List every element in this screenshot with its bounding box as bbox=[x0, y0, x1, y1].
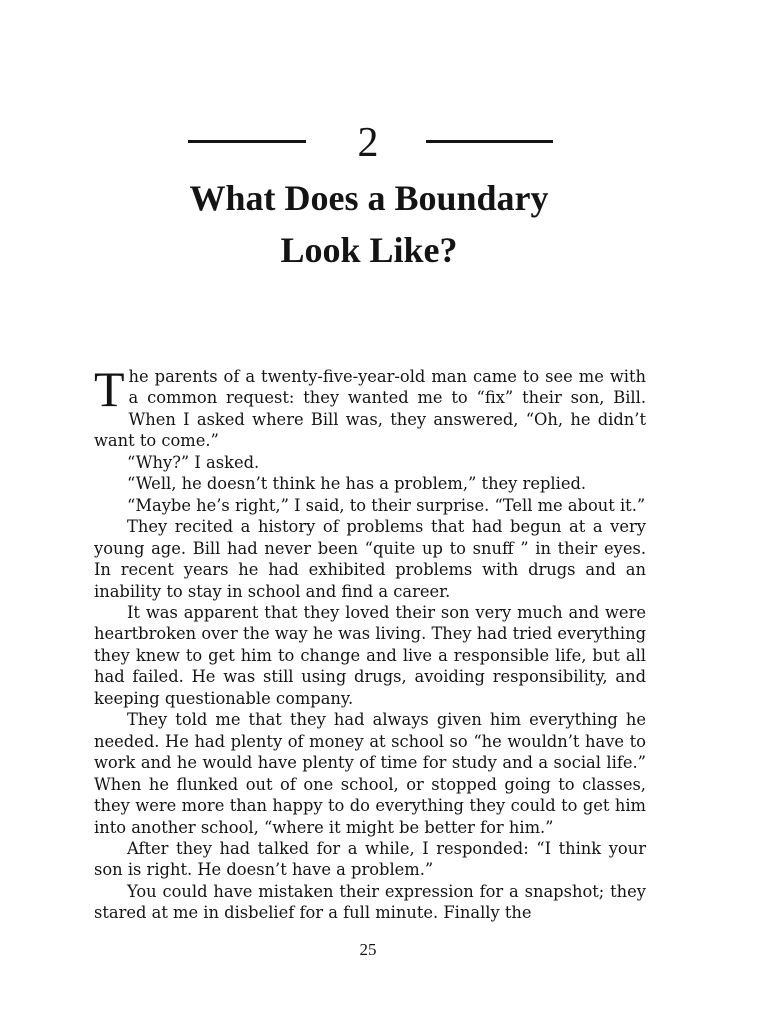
paragraph-1-text: he parents of a twenty-five-year-old man came to see me with a common request: they wanted me to “fix” their son, Bill. When I asked where Bill was, they answered, “Oh, he didn’t want to come.” bbox=[94, 367, 646, 451]
paragraph-1 bbox=[94, 361, 646, 452]
chapter-title-line-2: Look Like? bbox=[280, 230, 458, 270]
body-text bbox=[94, 361, 646, 924]
paragraph-8: After they had talked for a while, I responded: “I think your son is right. He doesn’t have a problem.” bbox=[94, 838, 646, 880]
page-number: 25 bbox=[359, 940, 377, 959]
paragraph-2: “Why?” I asked. bbox=[127, 452, 260, 472]
chapter-title bbox=[0, 172, 738, 276]
chapter-number: 2 bbox=[357, 120, 379, 166]
paragraph-4: “Maybe he’s right,” I said, to their surprise. “Tell me about it.” bbox=[127, 495, 646, 515]
paragraph-9: You could have mistaken their expression for a snapshot; they stared at me in disbelief for a full minute. Finally the bbox=[94, 881, 646, 923]
paragraph-7: They told me that they had always given him everything he needed. He had plenty of money at school so “he wouldn’t have to work and he would have plenty of time for study and a social life.” When he flunked out of one school, or stopped going to classes, they were more than happy to do everything they could to get him into another school, “where it might be better for him.” bbox=[94, 710, 646, 837]
paragraph-3: “Well, he doesn’t think he has a problem,” they replied. bbox=[127, 474, 587, 494]
paragraph-6: It was apparent that they loved their son very much and were heartbroken over the way he was living. They had tried everything they knew to get him to change and live a responsible life, but all had failed. He was still using drugs, avoiding responsibility, and keeping questionable company. bbox=[94, 602, 646, 708]
paragraph-5: They recited a history of problems that had begun at a very young age. Bill had never been “quite up to snuff ” in their eyes. In recent years he had exhibited problems with drugs and an inability to stay in school and find a career. bbox=[94, 517, 646, 601]
chapter-rule-right bbox=[426, 140, 553, 143]
chapter-title-line-1: What Does a Boundary bbox=[189, 178, 549, 218]
drop-cap: T bbox=[94, 361, 125, 417]
